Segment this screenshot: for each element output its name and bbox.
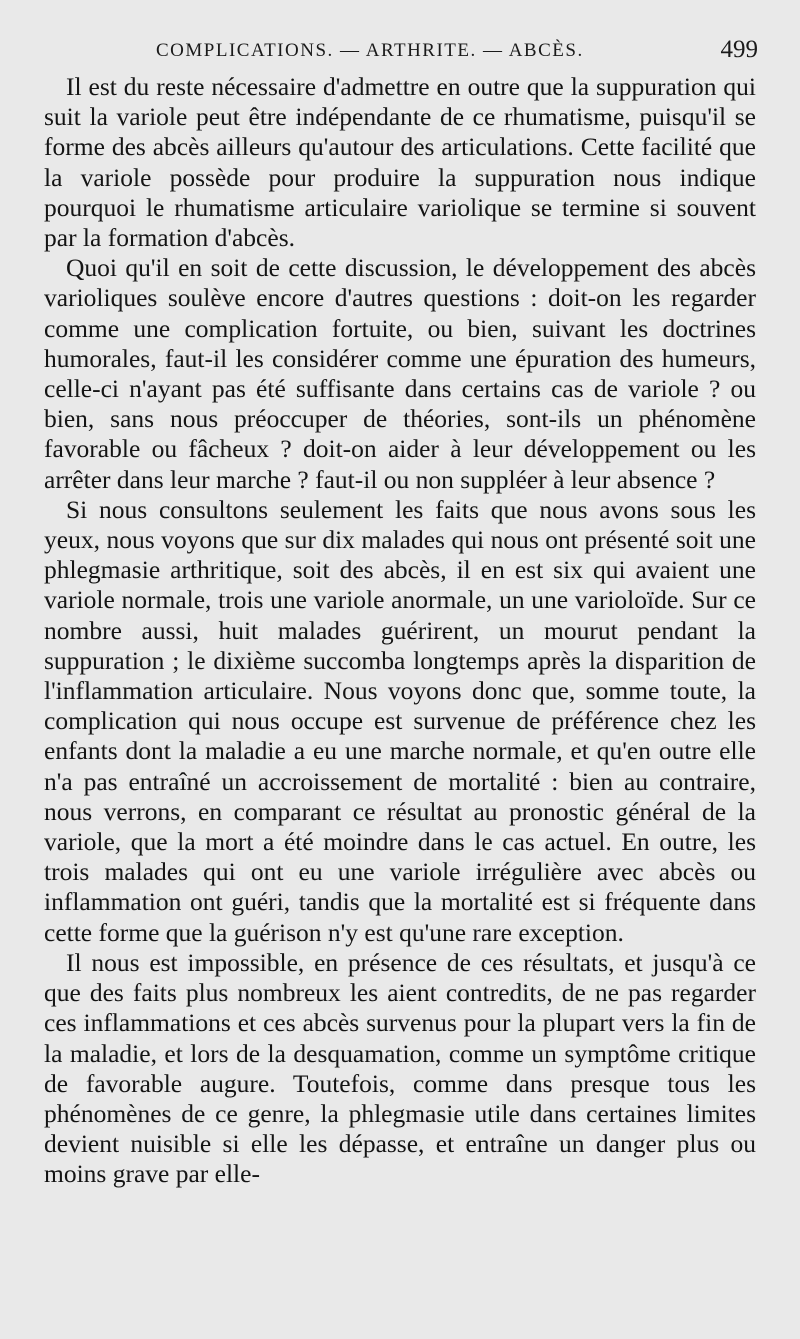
paragraph-4: Il nous est impossible, en présence de ces résultats, et jusqu'à ce que des faits plus nombreux les aient contredits, de ne pas regarder ces inflammations et ces abcès survenus pour la plupart vers la fin de la maladie, et lors de la desquamation, comme un symptôme critique de favorable augure. Toutefois, comme dans presque tous les phénomènes de ce genre, la phlegmasie utile dans certaines limites devient nuisible si elle les dépasse, et entraîne un danger plus ou moins grave par elle-	[44, 947, 756, 1189]
paragraph-1: Il est du reste nécessaire d'admettre en outre que la suppuration qui suit la variole peut être indépendante de ce rhumatisme, puisqu'il se forme des abcès ailleurs qu'autour des articulations. Cette facilité que la variole possède pour produire la suppuration nous indique pourquoi le rhumatisme articulaire variolique se termine si souvent par la formation d'abcès.	[44, 72, 756, 253]
running-head: COMPLICATIONS. — ARTHRITE. — ABCÈS.	[156, 40, 584, 61]
body-text	[44, 72, 756, 1190]
paragraph-2: Quoi qu'il en soit de cette discussion, le développement des abcès varioliques soulève encore d'autres questions : doit-on les regarder comme une complication fortuite, ou bien, suivant les doctrines humorales, faut-il les considérer comme une épuration des humeurs, celle-ci n'ayant pas été suffisante dans certains cas de variole ? ou bien, sans nous préoccuper de théories, sont-ils un phénomène favorable ou fâcheux ? doit-on aider à leur développement ou les arrêter dans leur marche ? faut-il ou non suppléer à leur absence ?	[44, 253, 756, 494]
page-number: 499	[720, 36, 758, 63]
paragraph-3: Si nous consultons seulement les faits que nous avons sous les yeux, nous voyons que sur dix malades qui nous ont présenté soit une phlegmasie arthritique, soit des abcès, il en est six qui avaient une variole normale, trois une variole anormale, un une varioloïde. Sur ce nombre aussi, huit malades guérirent, un mourut pendant la suppuration ; le dixième succomba longtemps après la disparition de l'inflammation articulaire. Nous voyons donc que, somme toute, la complication qui nous occupe est survenue de préférence chez les enfants dont la maladie a eu une marche normale, et qu'en outre elle n'a pas entraîné un accroissement de mortalité : bien au contraire, nous verrons, en comparant ce résultat au pronostic général de la variole, que la mort a été moindre dans le cas actuel. En outre, les trois malades qui ont eu une variole irrégulière avec abcès ou inflammation ont guéri, tandis que la mortalité est si fréquente dans cette forme que la guérison n'y est qu'une rare exception.	[44, 494, 756, 947]
page-header	[44, 36, 756, 68]
